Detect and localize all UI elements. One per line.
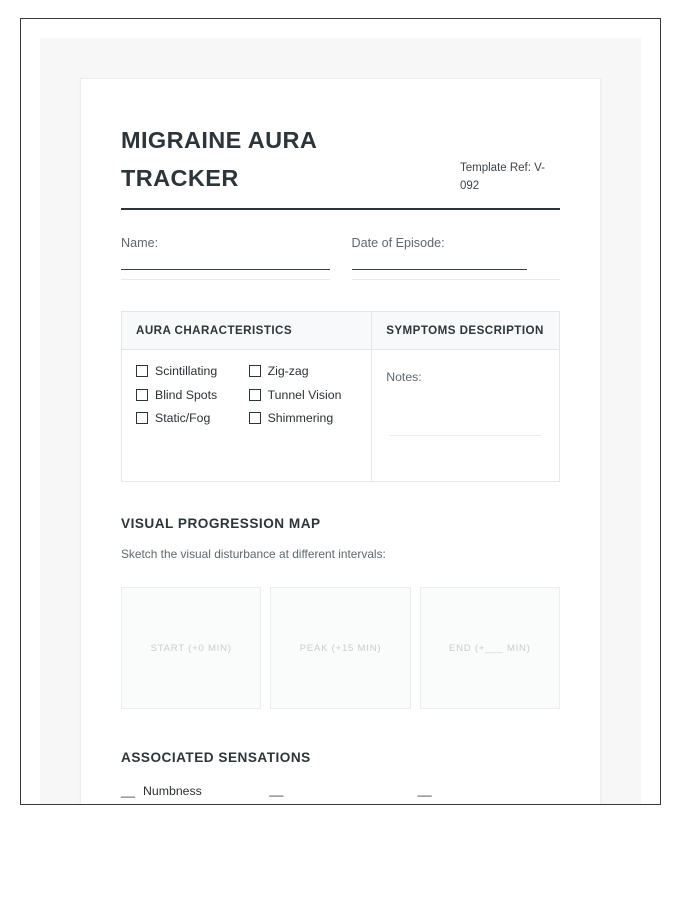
- column-header-symptoms-description: SYMPTOMS DESCRIPTION: [372, 312, 560, 350]
- checkbox-label: Blind Spots: [155, 387, 218, 402]
- sketch-box-label: END (+___ MIN): [448, 642, 531, 654]
- symptoms-description-cell[interactable]: [372, 350, 560, 482]
- template-ref: Template Ref: V-092: [460, 162, 546, 193]
- sketch-box-row: [121, 587, 560, 709]
- title-divider: [121, 208, 560, 210]
- sensation-blank-mark[interactable]: __: [121, 784, 136, 799]
- page-title: MIGRAINE AURA TRACKER: [121, 127, 317, 192]
- page-backdrop: [40, 38, 641, 805]
- identity-field-row: [121, 236, 560, 280]
- column-header-aura-characteristics: AURA CHARACTERISTICS: [122, 312, 372, 350]
- checkbox-label: Scintillating: [155, 364, 218, 379]
- date-label: Date of Episode:: [351, 236, 445, 251]
- sketch-box-peak[interactable]: [270, 587, 410, 709]
- name-label: Name:: [121, 236, 159, 251]
- sensation-label: Numbness: [143, 784, 202, 799]
- sensation-blank-mark[interactable]: __: [269, 783, 284, 798]
- aura-characteristics-table: [121, 311, 560, 482]
- notes-label: Notes:: [386, 370, 422, 385]
- browser-window: [20, 18, 661, 805]
- checkbox-item-static-fog[interactable]: [136, 411, 245, 426]
- sketch-box-end[interactable]: [420, 587, 560, 709]
- checkbox-item-blind-spots[interactable]: [136, 388, 245, 403]
- sensation-item-numbness[interactable]: [121, 784, 263, 798]
- document-header: [121, 121, 560, 197]
- date-input-line[interactable]: [352, 269, 527, 270]
- table-row: [122, 350, 560, 482]
- aura-characteristics-cell: [122, 350, 372, 482]
- checkbox-grid: [136, 364, 357, 426]
- checkbox-label: Static/Fog: [155, 411, 211, 426]
- checkbox-label: Zig-zag: [267, 364, 309, 379]
- checkbox-item-tunnel-vision[interactable]: [249, 388, 358, 403]
- checkbox-label: Shimmering: [267, 411, 334, 426]
- sketch-box-start[interactable]: [121, 587, 261, 709]
- name-field-block: [121, 236, 330, 280]
- sensation-blank-mark[interactable]: __: [417, 783, 432, 798]
- checkbox-label: Tunnel Vision: [267, 387, 342, 402]
- checkbox-icon[interactable]: [136, 365, 148, 377]
- sensations-grid: [121, 784, 560, 798]
- progression-instruction: Sketch the visual disturbance at different intervals:: [121, 547, 386, 562]
- checkbox-icon[interactable]: [249, 412, 261, 424]
- notes-writing-line[interactable]: [390, 435, 541, 436]
- section-heading-sensations: ASSOCIATED SENSATIONS: [121, 750, 311, 766]
- checkbox-icon[interactable]: [249, 365, 261, 377]
- checkbox-icon[interactable]: [136, 389, 148, 401]
- checkbox-item-shimmering[interactable]: [249, 411, 358, 426]
- checkbox-item-scintillating[interactable]: [136, 364, 245, 379]
- sketch-box-label: PEAK (+15 MIN): [299, 642, 382, 654]
- date-field-block: [352, 236, 561, 280]
- document-sheet: [80, 78, 601, 805]
- sketch-box-label: START (+0 MIN): [150, 642, 232, 654]
- name-input-line[interactable]: [121, 269, 330, 270]
- list-item[interactable]: [418, 784, 560, 798]
- section-heading-progression: VISUAL PROGRESSION MAP: [121, 516, 321, 532]
- checkbox-icon[interactable]: [249, 389, 261, 401]
- checkbox-item-zig-zag[interactable]: [249, 364, 358, 379]
- table-header-row: [122, 312, 560, 350]
- checkbox-icon[interactable]: [136, 412, 148, 424]
- list-item[interactable]: [269, 784, 411, 798]
